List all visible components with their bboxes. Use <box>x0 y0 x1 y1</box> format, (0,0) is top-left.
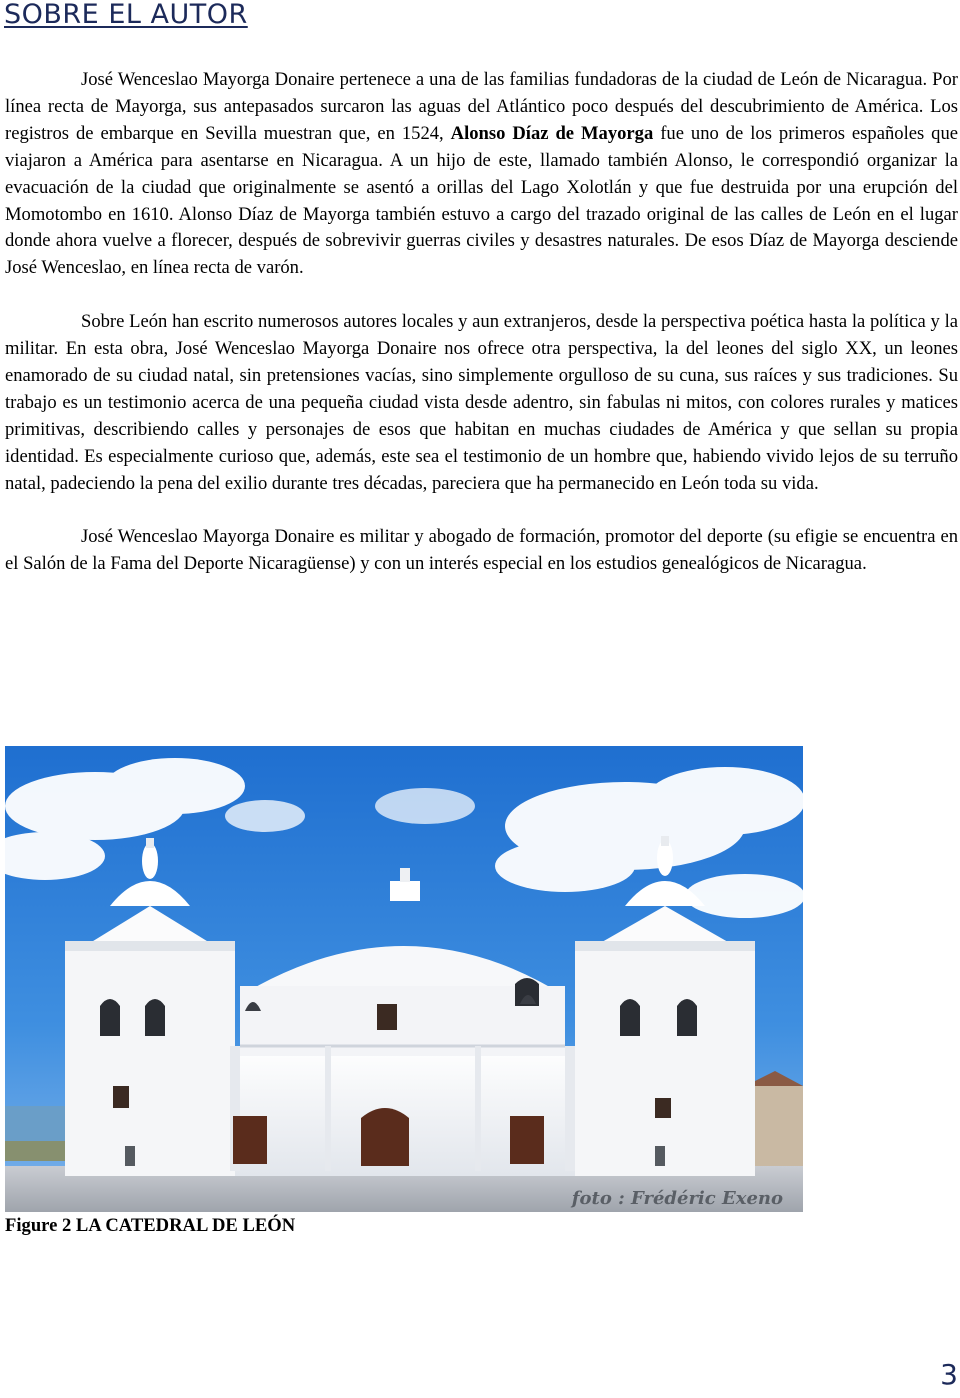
paragraph-bio: José Wenceslao Mayorga Donaire es militar y abogado de formación, promotor del deporte (su efigie se encuentra en el Salón de la Fama del Deporte Nicaragüense) y con un interés especial en los estudios genealógicos de Nicaragua. <box>5 526 958 575</box>
page-title: SOBRE EL AUTOR <box>4 0 248 30</box>
paragraph-ancestry <box>5 67 958 282</box>
body-text <box>5 67 958 605</box>
paragraph-work: Sobre León han escrito numerosos autores locales y aun extranjeros, desde la perspectiva poética hasta la política y la militar. En esta obra, José Wenceslao Mayorga Donaire nos ofrece otra perspectiva, la del leones del siglo XX, un leones enamorado de su ciudad natal, sin pretensiones vacías, sino simplemente orgulloso de su cuna, sus raíces y sus tradiciones. Su trabajo es un testimonio acerca de una pequeña ciudad vista desde adentro, sin fabulas ni mitos, con colores rurales y matices primitivas, describiendo calles y personajes de esos que habitan en muchas ciudades de América y que sellan su propia identidad. Es especialmente curioso que, además, este sea el testimonio de un hombre que, habiendo vivido lejos de su terruño natal, padeciendo la pena del exilio durante tres décadas, pareciera que ha permanecido en León toda su vida. <box>5 311 958 494</box>
page-number: 3 <box>940 1358 958 1391</box>
bold-name: Alonso Díaz de Mayorga <box>450 122 654 144</box>
figure-caption: Figure 2 LA CATEDRAL DE LEÓN <box>5 1215 296 1236</box>
paragraph-text: fue uno de los primeros españoles que viajaron a América para asentarse en Nicaragua. A un hijo de este, llamado también Alonso, le correspondió organizar la evacuación de la ciudad que originalmente se asentó a orillas del Lago Xolotlán y que fue destruida por una erupción del Momotombo en 1610. Alonso Díaz de Mayorga también estuvo a cargo del trazado original de las calles de León en el lugar donde ahora vuelve a florecer, después de sobrevivir guerras civiles y desastres naturales. De esos Díaz de Mayorga desciende José Wenceslao, en línea recta de varón. <box>5 122 959 279</box>
photo-credit: foto : Frédéric Exeno <box>571 1188 783 1209</box>
paragraph-text: José Wenceslao Mayorga Donaire pertenece a una de las familias fundadoras de la ciudad de León de Nicaragua. Por línea recta de Mayorga, sus antepasados surcaron las aguas del Atlántico poco después del descubrimiento de América. Los registros de embarque en Sevilla muestran que, en 1524, <box>5 69 958 144</box>
cathedral-photo <box>5 746 803 1212</box>
